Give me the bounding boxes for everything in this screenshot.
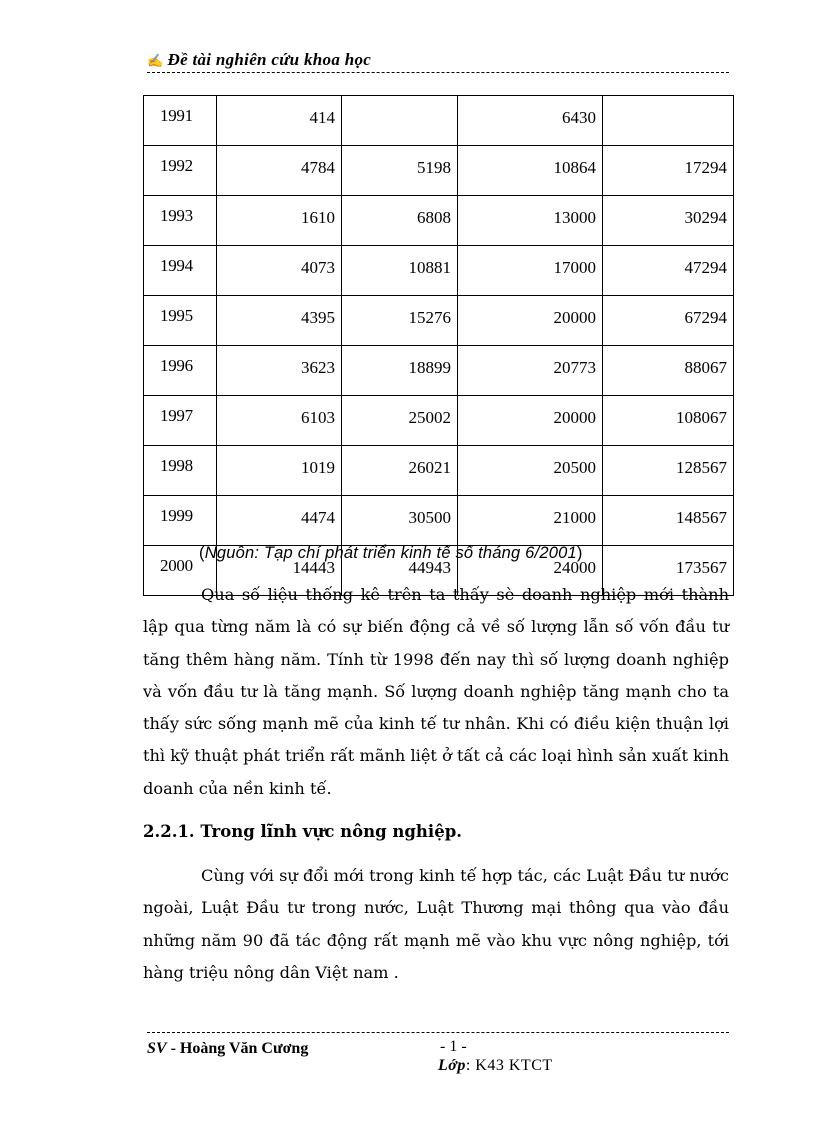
footer-class [438, 1057, 553, 1075]
table-cell-year: 1995 [144, 296, 217, 346]
table-row [144, 346, 734, 396]
table-cell-value [342, 96, 458, 146]
table-cell-year: 1993 [144, 196, 217, 246]
table-cell-value: 25002 [342, 396, 458, 446]
table-cell-year: 1991 [144, 96, 217, 146]
table-cell-year: 1997 [144, 396, 217, 446]
table-cell-value: 6430 [458, 96, 603, 146]
table-cell-value: 4784 [217, 146, 342, 196]
table-cell-year: 1998 [144, 446, 217, 496]
table-cell-value: 26021 [342, 446, 458, 496]
footer-student [147, 1040, 308, 1058]
table-cell-year: 1996 [144, 346, 217, 396]
table-cell-value: 88067 [603, 346, 734, 396]
table-cell-value: 17294 [603, 146, 734, 196]
table-row [144, 296, 734, 346]
page-number: - 1 - [440, 1038, 467, 1055]
table-row [144, 146, 734, 196]
table-cell-value: 108067 [603, 396, 734, 446]
table-source-note [199, 544, 583, 563]
table-cell-value: 20773 [458, 346, 603, 396]
table-cell-value: 128567 [603, 446, 734, 496]
statistics-table [143, 95, 734, 596]
table-cell-value [603, 96, 734, 146]
source-close-paren: ) [576, 544, 583, 562]
section-heading: 2.2.1. Trong lĩnh vực nông nghiệp. [143, 822, 462, 841]
header-divider [147, 72, 729, 73]
table-cell-value: 30294 [603, 196, 734, 246]
table-row [144, 446, 734, 496]
table-cell-value: 44943 [342, 546, 458, 596]
header-title: Đề tài nghiên cứu khoa học [167, 50, 372, 69]
table-cell-value: 17000 [458, 246, 603, 296]
footer-student-name: - Hoàng Văn Cương [166, 1040, 309, 1057]
page-header [147, 50, 729, 70]
table-cell-value: 1019 [217, 446, 342, 496]
table-cell-value: 20000 [458, 396, 603, 446]
table-cell-value: 18899 [342, 346, 458, 396]
table-cell-value: 1610 [217, 196, 342, 246]
footer-divider [147, 1032, 729, 1033]
table-cell-value: 6808 [342, 196, 458, 246]
table-cell-value: 10881 [342, 246, 458, 296]
table-cell-value: 3623 [217, 346, 342, 396]
table-cell-value: 13000 [458, 196, 603, 246]
table-cell-value: 21000 [458, 496, 603, 546]
table-cell-value: 6103 [217, 396, 342, 446]
table-cell-year: 1994 [144, 246, 217, 296]
table-cell-value: 4073 [217, 246, 342, 296]
table-cell-value: 414 [217, 96, 342, 146]
source-open-paren: ( [199, 544, 205, 562]
table-cell-value: 20500 [458, 446, 603, 496]
table-row [144, 96, 734, 146]
table-row [144, 396, 734, 446]
table-cell-year: 1992 [144, 146, 217, 196]
paragraph-text: Qua số liệu thống kê trên ta thấy sè doanh nghiệp mới thành lập qua từng năm là có sự biến động cả về số lượng lẫn số vốn đầu tư tăng thêm hàng năm. Tính từ 1998 đến nay thì số lượng doanh nghiệp và vốn đầu tư là tăng mạnh. Số lượng doanh nghiệp tăng mạnh cho ta thấy sức sống mạnh mẽ của kinh tế tư nhân. Khi có điều kiện thuận lợi thì kỹ thuật phát triển rất mãnh liệt ở tất cả các loại hình sản xuất kinh doanh của nền kinh tế. [143, 585, 729, 798]
table-cell-value: 4395 [217, 296, 342, 346]
table-cell-value: 24000 [458, 546, 603, 596]
footer-class-label: Lớp [438, 1057, 466, 1074]
table-cell-value: 30500 [342, 496, 458, 546]
table-cell-value: 173567 [603, 546, 734, 596]
table-row [144, 496, 734, 546]
table-cell-year: 2000 [144, 546, 217, 596]
pen-writing-icon: ✍ [147, 53, 164, 68]
footer-sv-label: SV [147, 1040, 167, 1057]
table-cell-value: 148567 [603, 496, 734, 546]
paragraph-text: Cùng với sự đổi mới trong kinh tế hợp tác, các Luật Đầu tư nước ngoài, Luật Đầu tư trong nước, Luật Thương mại thông qua vào đầu những năm 90 đã tác động rất mạnh mẽ vào khu vực nông nghiệp, tới hàng triệu nông dân Việt nam . [143, 866, 729, 982]
source-text: Nguồn: Tạp chí phát triển kinh tế số tháng 6/2001 [204, 544, 577, 562]
table-cell-value: 4474 [217, 496, 342, 546]
table-body [144, 96, 734, 596]
table-row [144, 196, 734, 246]
table-cell-value: 14443 [217, 546, 342, 596]
table-cell-value: 5198 [342, 146, 458, 196]
table-cell-year: 1999 [144, 496, 217, 546]
table-cell-value: 20000 [458, 296, 603, 346]
table-cell-value: 47294 [603, 246, 734, 296]
footer-class-value: : K43 KTCT [465, 1057, 553, 1074]
table-cell-value: 67294 [603, 296, 734, 346]
table-cell-value: 10864 [458, 146, 603, 196]
paragraph-statistics-analysis [143, 579, 729, 805]
paragraph-agriculture [143, 860, 729, 989]
table-cell-value: 15276 [342, 296, 458, 346]
table-row [144, 246, 734, 296]
